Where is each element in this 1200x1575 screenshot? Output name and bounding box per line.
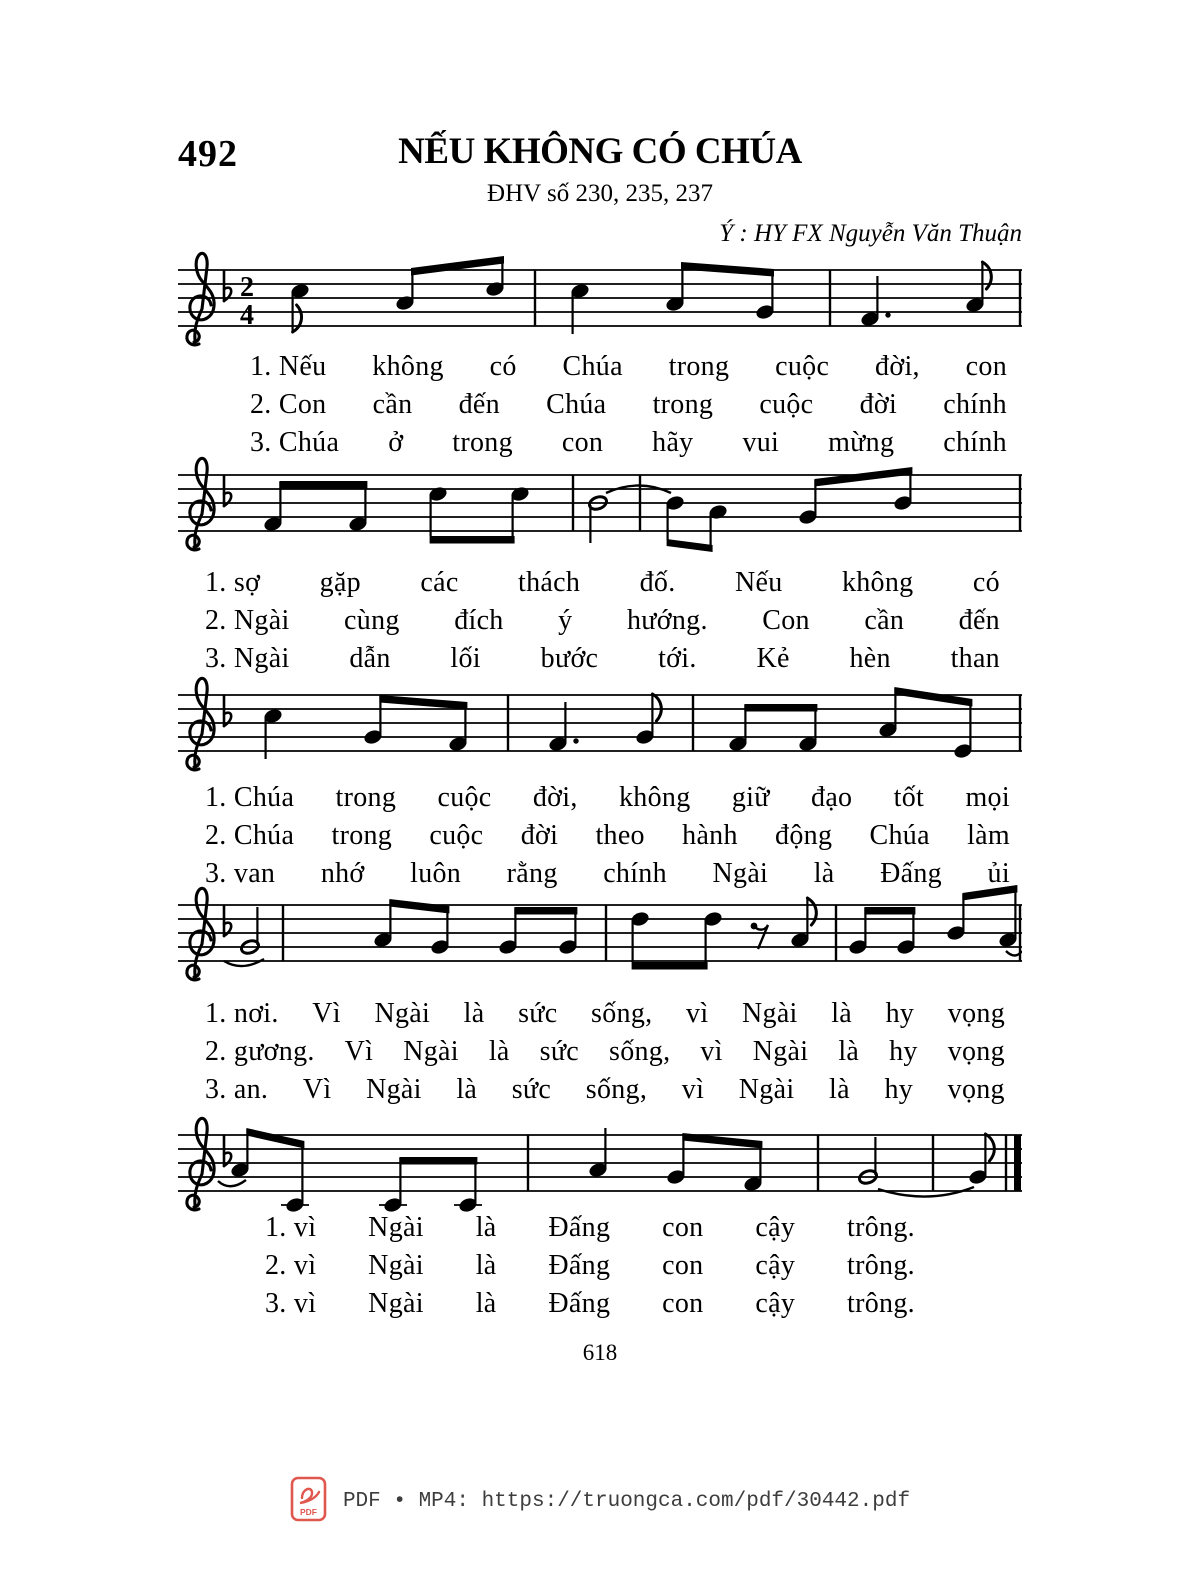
staff-lines (178, 270, 1022, 326)
hymn-subtitle: ĐHV số 230, 235, 237 (487, 180, 713, 207)
lyric-word: vọng (947, 998, 1005, 1029)
notes (224, 885, 1022, 970)
lyric-word: rằng (506, 858, 558, 889)
hymn-number: 492 (178, 133, 238, 175)
lyric-word: làm (967, 820, 1010, 851)
treble-clef-icon (187, 678, 214, 770)
lyric-word: trong (668, 351, 730, 382)
lyric-word: chính (943, 427, 1007, 458)
treble-clef-icon (187, 253, 214, 345)
lyric-verse-row (205, 1074, 1005, 1112)
lyric-verse-row (265, 1250, 915, 1288)
lyric-word: không (841, 567, 914, 598)
lyric-word: là (829, 1074, 850, 1105)
svg-text:PDF: PDF (299, 1507, 317, 1517)
lyric-word: 3. an. (205, 1074, 269, 1105)
lyric-word: 1. Chúa (205, 782, 295, 813)
lyric-word: là (831, 998, 853, 1029)
lyric-word: cậy (755, 1250, 796, 1281)
lyric-word: giữ (731, 782, 770, 813)
lyric-word: Con (762, 605, 810, 636)
lyric-word: có (489, 351, 517, 382)
lyric-word: 2. Con (250, 389, 327, 420)
lyric-verse-row (205, 567, 1000, 605)
lyric-word: trong (335, 782, 397, 813)
footer-link-row (0, 1476, 1200, 1527)
lyric-word: 3. vì (265, 1288, 317, 1319)
treble-clef-icon (187, 888, 214, 980)
flat-sign-icon (224, 271, 231, 301)
page-title: NẾU KHÔNG CÓ CHÚA (398, 131, 802, 172)
flat-sign-icon (224, 1136, 231, 1166)
lyric-word: động (775, 820, 833, 851)
lyric-word: mừng (828, 427, 895, 458)
lyric-word: Chúa (869, 820, 930, 851)
lyric-word: cần (372, 389, 413, 420)
lyric-word: sống, (585, 1074, 648, 1105)
lyric-word: đời (520, 820, 559, 851)
lyric-word: đời, (532, 782, 578, 813)
lyric-word: vì (700, 1036, 723, 1067)
lyric-word: hy (889, 1036, 918, 1067)
lyric-word: Đấng (548, 1212, 611, 1243)
lyric-word: Kẻ (756, 643, 790, 674)
lyric-word: Vì (344, 1036, 374, 1067)
lyric-word: con (662, 1212, 704, 1243)
lyric-word: cuộc (429, 820, 484, 851)
lyric-word: Ngài (368, 1288, 424, 1319)
lyric-word: là (475, 1212, 497, 1243)
lyric-word: Đấng (880, 858, 942, 889)
lyric-word: Đấng (548, 1250, 611, 1281)
lyric-word: chính (943, 389, 1007, 420)
lyric-verse-row (205, 605, 1000, 643)
lyric-word: 2. Ngài (205, 605, 290, 636)
lyric-word: dẫn (349, 643, 391, 674)
lyric-word: ủi (987, 858, 1010, 889)
lyric-word: đến (958, 605, 1000, 636)
lyric-word: sống, (609, 1036, 671, 1067)
lyric-word: Ngài (368, 1250, 424, 1281)
lyric-word: tới. (658, 643, 697, 674)
lyric-word: là (475, 1250, 497, 1281)
lyric-word: lối (450, 643, 481, 674)
lyrics-line-1 (250, 351, 1007, 465)
lyric-word: con (965, 351, 1007, 382)
lyric-word: con (662, 1288, 704, 1319)
lyric-word: hy (884, 1074, 914, 1105)
lyric-word: con (662, 1250, 704, 1281)
lyric-word: 2. Chúa (205, 820, 295, 851)
lyric-word: Đấng (548, 1288, 611, 1319)
lyric-verse-row (205, 998, 1005, 1036)
eighth-rest (751, 923, 768, 949)
lyric-word: nhớ (320, 858, 365, 889)
lyric-word: con (561, 427, 604, 458)
lyric-word: 1. nơi. (205, 998, 279, 1029)
lyrics-line-4 (205, 998, 1005, 1112)
lyric-word: trong (452, 427, 513, 458)
lyric-word: hèn (849, 643, 891, 674)
lyric-word: 3. Ngài (205, 643, 290, 674)
lyric-word: không (619, 782, 691, 813)
lyric-word: Chúa (562, 351, 623, 382)
lyric-word: trông. (847, 1250, 915, 1281)
lyric-verse-row (205, 820, 1010, 858)
lyric-word: trong (652, 389, 714, 420)
lyric-word: hy (885, 998, 915, 1029)
author-credit: Ý : HY FX Nguyễn Văn Thuận (719, 220, 1022, 247)
lyric-word: 1. Nếu (250, 351, 327, 382)
notes (263, 467, 1020, 552)
staff-system-2 (178, 451, 1022, 555)
staff-system-3 (178, 671, 1022, 775)
lyric-word: cậy (755, 1288, 796, 1319)
page-number: 618 (582, 1340, 618, 1365)
lyric-word: sức (539, 1036, 580, 1067)
treble-clef-icon (187, 458, 214, 550)
lyric-word: theo (595, 820, 645, 851)
treble-clef-icon (187, 1118, 214, 1210)
lyric-word: Ngài (374, 998, 431, 1029)
lyric-word: bước (540, 643, 599, 674)
lyric-word: Ngài (752, 1036, 809, 1067)
lyric-word: vọng (947, 1074, 1005, 1105)
lyric-word: ở (388, 427, 404, 458)
lyric-word: là (475, 1288, 497, 1319)
lyrics-line-5 (265, 1212, 915, 1326)
lyric-word: đạo (811, 782, 853, 813)
lyric-word: là (838, 1036, 860, 1067)
lyric-word: vọng (947, 1036, 1005, 1067)
lyric-word: là (463, 998, 485, 1029)
lyric-word: Vì (302, 1074, 332, 1105)
lyric-word: đời (859, 389, 898, 420)
staff-system-5 (178, 1111, 1022, 1215)
lyric-word: Ngài (738, 1074, 795, 1105)
notes (218, 1128, 1021, 1214)
lyric-word: hành (682, 820, 738, 851)
lyric-word: không (372, 351, 444, 382)
lyric-word: sống, (591, 998, 653, 1029)
lyric-word: Vì (312, 998, 341, 1029)
notes (290, 256, 1020, 334)
lyric-word: vui (742, 427, 780, 458)
lyric-word: chính (603, 858, 667, 889)
lyric-verse-row (250, 351, 1007, 389)
lyric-word: là (456, 1074, 478, 1105)
lyric-word: đố. (639, 567, 676, 598)
lyric-word: cuộc (775, 351, 830, 382)
lyric-word: Chúa (546, 389, 607, 420)
pdf-mp4-link[interactable]: PDF • MP4: https://truongca.com/pdf/30442.pdf (342, 1490, 911, 1513)
lyric-word: cuộc (759, 389, 814, 420)
lyric-word: Ngài (742, 998, 798, 1029)
lyric-word: Ngài (366, 1074, 422, 1105)
staff-system-4 (178, 881, 1022, 985)
lyric-word: 3. van (205, 858, 276, 889)
lyric-verse-row (250, 389, 1007, 427)
flat-sign-icon (224, 476, 231, 506)
lyric-word: có (972, 567, 1000, 598)
lyric-word: Nếu (734, 567, 783, 598)
lyric-word: 2. gương. (205, 1036, 315, 1067)
staff-system-1 (178, 246, 1022, 350)
lyric-verse-row (265, 1212, 915, 1250)
lyric-word: 3. Chúa (250, 427, 340, 458)
lyric-word: Ngài (368, 1212, 424, 1243)
lyric-word: hãy (652, 427, 694, 458)
lyric-verse-row (265, 1288, 915, 1326)
lyric-word: hướng. (626, 605, 708, 636)
lyric-word: đích (454, 605, 504, 636)
lyric-word: các (420, 567, 459, 598)
pdf-file-icon[interactable] (290, 1476, 328, 1527)
lyric-word: trông. (847, 1288, 915, 1319)
svg-text:2: 2 (240, 272, 254, 303)
flat-sign-icon (224, 696, 231, 726)
lyric-word: Ngài (712, 858, 769, 889)
lyric-word: 2. vì (265, 1250, 317, 1281)
lyric-word: cậy (755, 1212, 796, 1243)
lyric-word: cùng (344, 605, 400, 636)
lyric-word: vì (681, 1074, 705, 1105)
lyrics-line-3 (205, 782, 1010, 896)
lyric-word: Ngài (403, 1036, 459, 1067)
lyric-word: 1. vì (265, 1212, 317, 1243)
lyric-word: sức (518, 998, 558, 1029)
lyric-word: mọi (965, 782, 1010, 813)
lyric-verse-row (205, 782, 1010, 820)
time-signature (240, 272, 254, 331)
staff-lines (178, 1135, 1022, 1191)
lyric-word: trông. (847, 1212, 915, 1243)
lyric-word: 1. sợ (205, 567, 261, 598)
lyric-word: là (813, 858, 835, 889)
lyric-word: sức (511, 1074, 552, 1105)
lyric-word: trong (331, 820, 393, 851)
lyric-word: là (488, 1036, 510, 1067)
lyric-word: than (950, 643, 1000, 674)
lyric-word: tốt (893, 782, 925, 813)
lyric-verse-row (205, 1036, 1005, 1074)
lyric-word: cần (864, 605, 905, 636)
lyric-word: đời, (875, 351, 920, 382)
lyrics-line-2 (205, 567, 1000, 681)
lyric-word: gặp (319, 567, 361, 598)
lyric-word: luôn (410, 858, 462, 889)
lyric-word: thách (518, 567, 581, 598)
lyric-word: đến (458, 389, 500, 420)
lyric-word: vì (686, 998, 709, 1029)
flat-sign-icon (224, 906, 231, 936)
svg-text:4: 4 (240, 300, 254, 331)
lyric-word: ý (558, 605, 573, 636)
lyric-word: cuộc (437, 782, 492, 813)
